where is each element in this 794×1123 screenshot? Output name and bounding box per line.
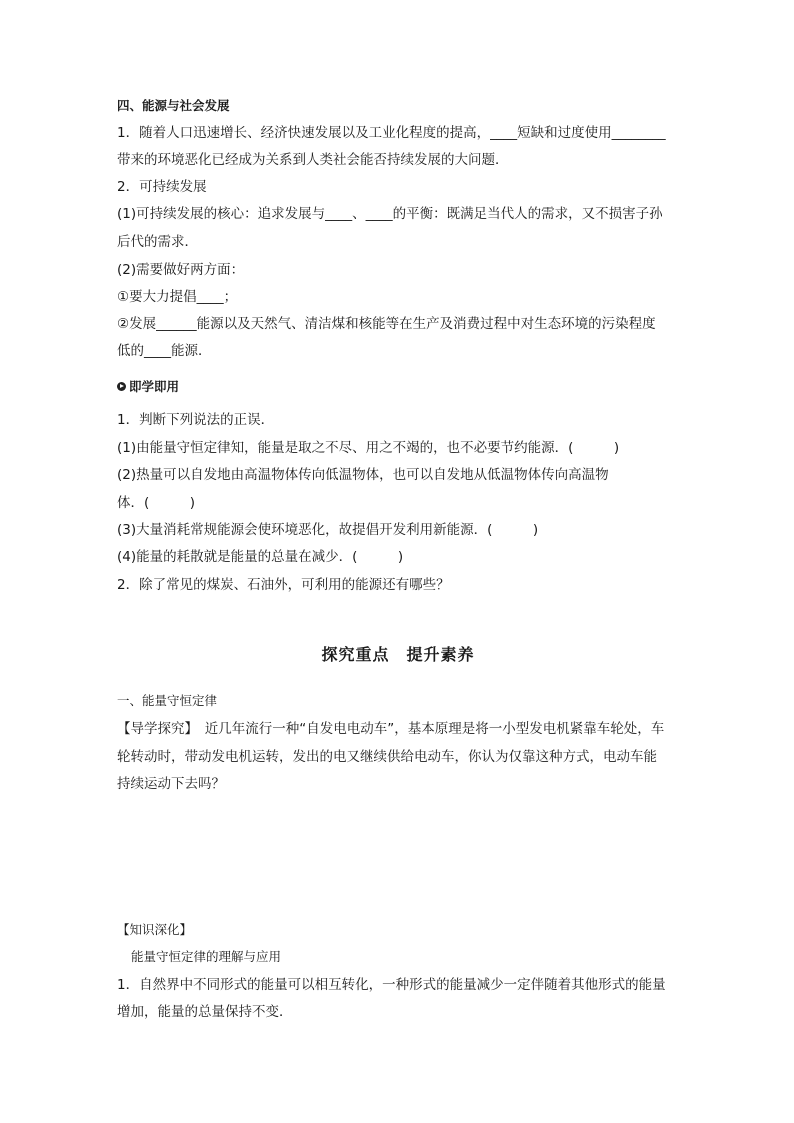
knowledge-heading: 【知识深化】 [117,922,193,937]
subsection-heading: 一、能量守恒定律 [117,693,218,708]
play-circle-icon [117,382,126,391]
paragraph-line: 1．随着人口迅速增长、经济快速发展以及工业化程度的提高，____短缺和过度使用________ [117,125,666,141]
question-line: 体．( ) [117,495,196,511]
question-line: (1)由能量守恒定律知，能量是取之不尽、用之不竭的，也不必要节约能源．( ) [117,440,620,456]
question-line: 1．判断下列说法的正误． [117,412,275,428]
question-line: (3)大量消耗常规能源会使环境恶化，故提倡开发利用新能源．( ) [117,522,539,538]
practice-heading [117,378,179,396]
paragraph-line: 【导学探究】 近几年流行一种“自发电电动车”，基本原理是将一小型发电机紧靠车轮处，车 [117,721,665,737]
paragraph-line: 持续运动下去吗？ [117,776,225,792]
paragraph-line: ①要大力提倡____； [117,289,238,305]
practice-heading-label: 即学即用 [129,379,180,394]
question-line: (2)热量可以自发地由高温物体传向低温物体，也可以自发地从低温物体传向高温物 [117,467,609,483]
paragraph-line: ②发展______能源以及天然气、清洁煤和核能等在生产及消费过程中对生态环境的污染程度 [117,316,656,332]
paragraph-line: 2．可持续发展 [117,179,207,195]
paragraph-line: 轮转动时，带动发电机运转，发出的电又继续供给电动车，你认为仅靠这种方式，电动车能 [117,749,657,765]
paragraph-line: 带来的环境恶化已经成为关系到人类社会能否持续发展的大问题． [117,152,509,168]
paragraph-line: 增加，能量的总量保持不变． [117,1004,293,1020]
section-heading: 四、能源与社会发展 [117,98,230,113]
question-line: (4)能量的耗散就是能量的总量在减少．( ) [117,549,404,565]
knowledge-subheading: 能量守恒定律的理解与应用 [131,949,282,964]
chapter-title: 探究重点 提升素养 [321,645,475,664]
paragraph-line: (2)需要做好两方面： [117,262,245,278]
paragraph-line: 低的____能源． [117,343,212,359]
paragraph-line: 后代的需求． [117,234,198,250]
paragraph-line: (1)可持续发展的核心：追求发展与____、____的平衡：既满足当代人的需求，又不损害子孙 [117,206,663,222]
question-line: 2．除了常见的煤炭、石油外，可利用的能源还有哪些？ [117,577,450,593]
paragraph-line: 1．自然界中不同形式的能量可以相互转化，一种形式的能量减少一定伴随着其他形式的能量 [117,977,666,993]
